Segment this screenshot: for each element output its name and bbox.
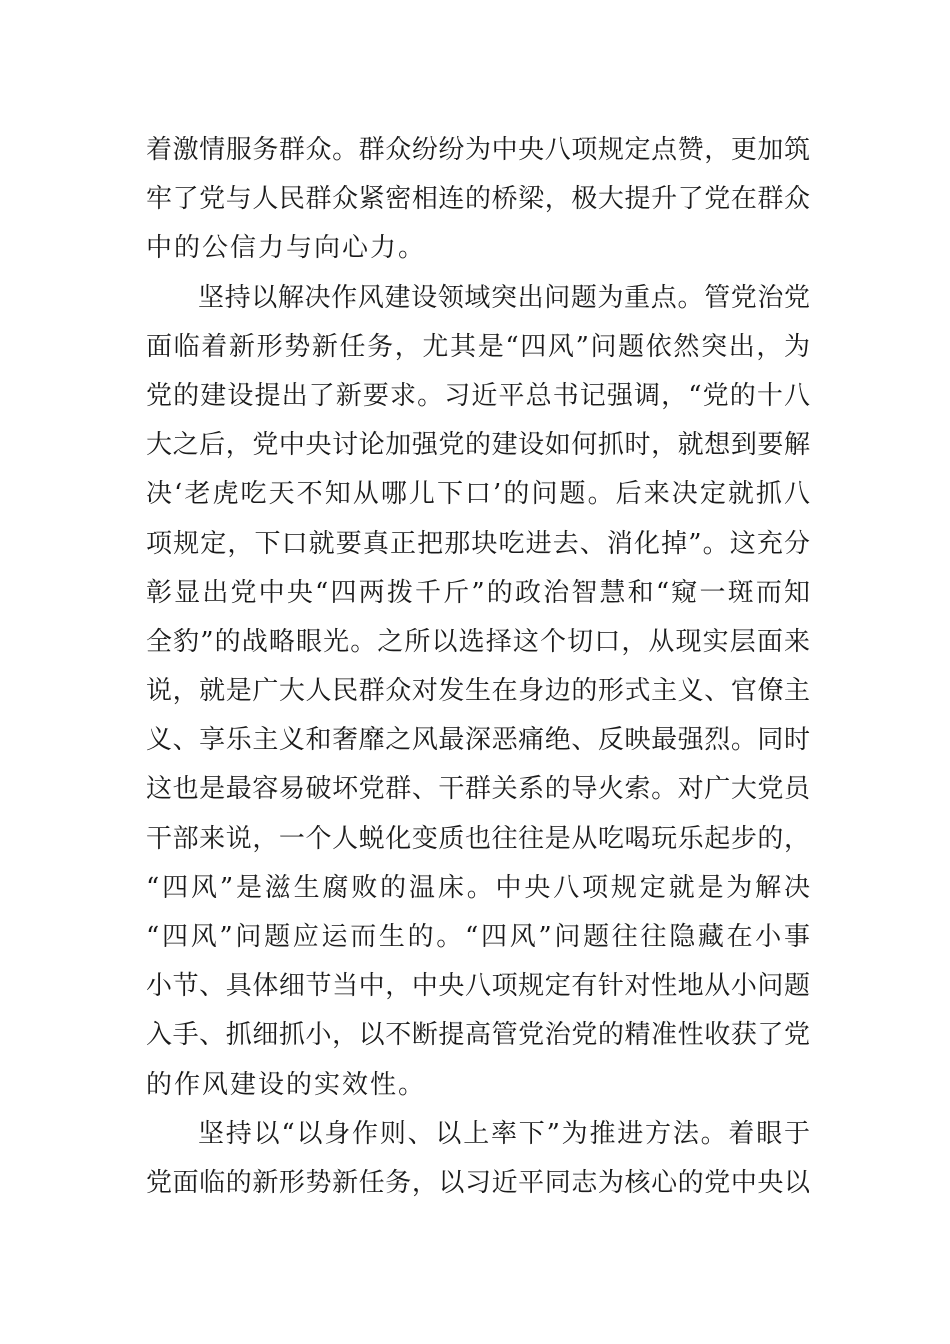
body-text — [146, 126, 810, 1208]
text-line: 说，就是广大人民群众对发生在身边的形式主义、官僚主 — [146, 676, 810, 707]
text-line: 全豹”的战略眼光。之所以选择这个切口，从现实层面来 — [146, 626, 810, 657]
text-line: 项规定，下口就要真正把那块吃进去、消化掉”。这充分 — [146, 528, 810, 559]
text-line: 这也是最容易破坏党群、干群关系的导火索。对广大党员 — [146, 774, 810, 805]
text-line: 党的建设提出了新要求。习近平总书记强调，“党的十八 — [146, 380, 810, 411]
text-line: 大之后，党中央讨论加强党的建设如何抓时，就想到要解 — [146, 430, 810, 461]
text-line: 干部来说，一个人蜕化变质也往往是从吃喝玩乐起步的， — [146, 823, 810, 854]
text-line: 党面临的新形势新任务，以习近平同志为核心的党中央以 — [146, 1167, 810, 1198]
text-line: 牢了党与人民群众紧密相连的桥梁，极大提升了党在群众 — [146, 184, 810, 215]
text-line: 小节、具体细节当中，中央八项规定有针对性地从小问题 — [146, 971, 810, 1002]
text-line: 入手、抓细抓小，以不断提高管党治党的精准性收获了党 — [146, 1020, 810, 1051]
text-line: 决‘老虎吃天不知从哪儿下口’的问题。后来决定就抓八 — [146, 479, 810, 510]
text-line: 义、享乐主义和奢靡之风最深恶痛绝、反映最强烈。同时 — [146, 725, 810, 756]
paragraph-start-line: 坚持以“以身作则、以上率下”为推进方法。着眼于 — [198, 1118, 810, 1149]
text-line: 的作风建设的实效性。 — [146, 1069, 427, 1100]
text-line: 面临着新形势新任务，尤其是“四风”问题依然突出，为 — [146, 331, 810, 362]
text-line: “四风”是滋生腐败的温床。中央八项规定就是为解决 — [146, 872, 810, 903]
paragraph-start-line: 坚持以解决作风建设领域突出问题为重点。管党治党 — [198, 282, 810, 313]
text-line: 着激情服务群众。群众纷纷为中央八项规定点赞，更加筑 — [146, 135, 810, 165]
text-line: 中的公信力与向心力。 — [146, 233, 427, 264]
text-line: “四风”问题应运而生的。“四风”问题往往隐藏在小事 — [146, 922, 810, 952]
text-line: 彰显出党中央“四两拨千斤”的政治智慧和“窥一斑而知 — [146, 577, 810, 608]
